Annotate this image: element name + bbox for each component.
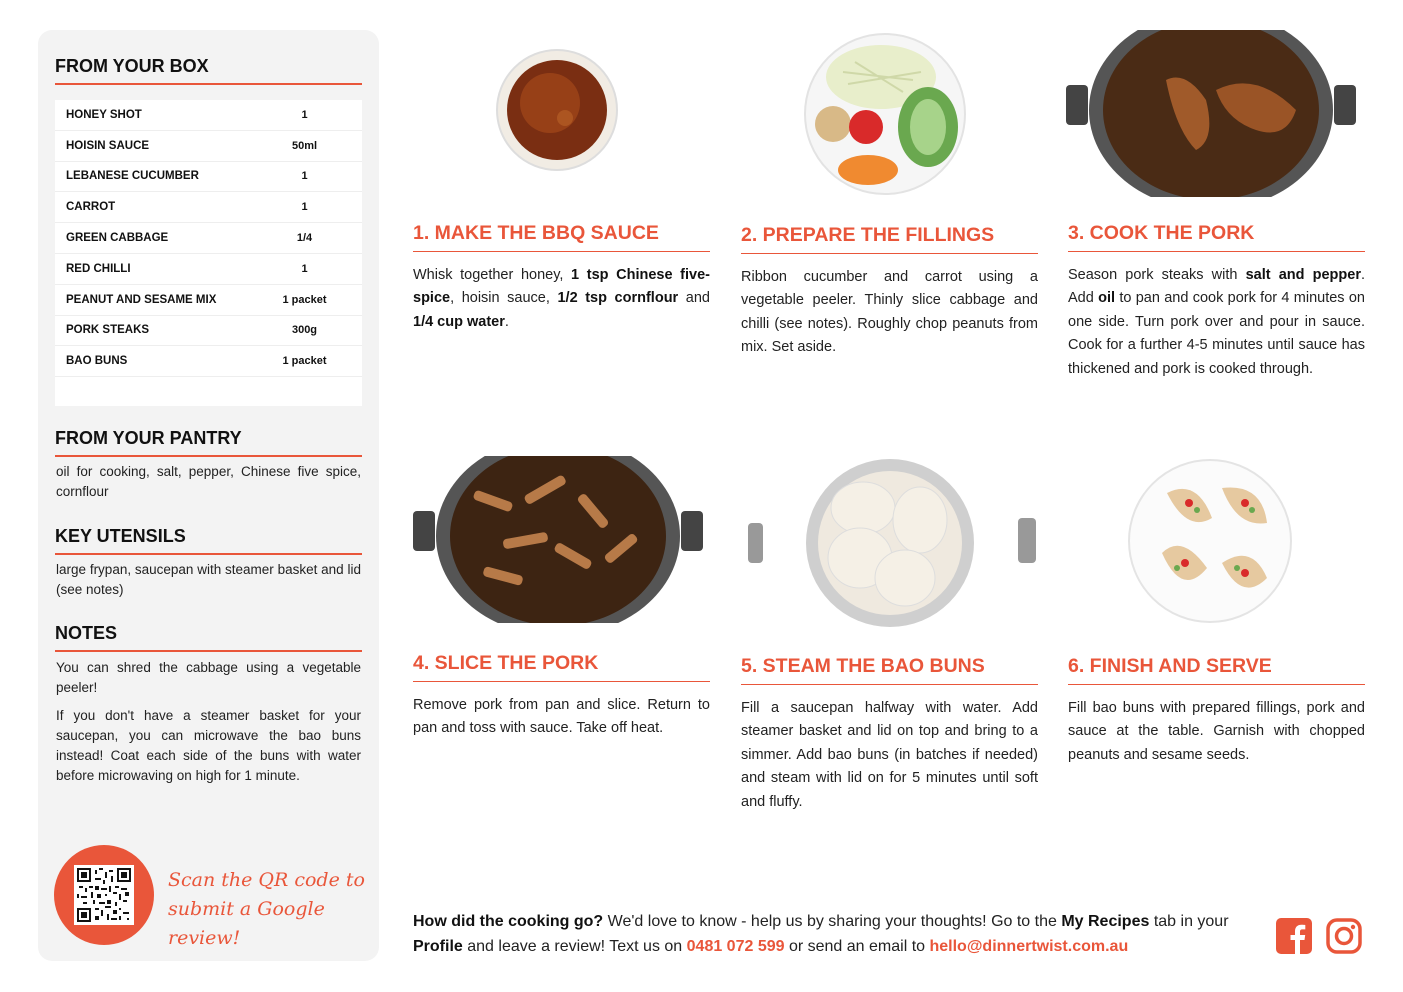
ingredient-name: HONEY SHOT xyxy=(66,108,142,121)
table-row xyxy=(55,316,362,347)
table-row xyxy=(55,162,362,193)
footer-question: How did the cooking go? xyxy=(413,913,604,930)
step-3-text xyxy=(1068,264,1365,381)
steamed-bao-image xyxy=(748,458,1038,628)
table-row xyxy=(55,346,362,377)
ingredient-qty: 1 packet xyxy=(282,293,327,306)
footer-text: tab in your xyxy=(1149,913,1229,930)
ingredient-name: PORK STEAKS xyxy=(66,324,150,337)
step-5-title: 5. STEAM THE BAO BUNS xyxy=(741,655,1038,685)
table-row xyxy=(55,285,362,316)
qr-caption-line-1: Scan the QR code to xyxy=(168,869,365,891)
qr-code-badge[interactable] xyxy=(54,845,154,945)
email-link[interactable]: hello@dinnertwist.com.au xyxy=(929,938,1129,955)
feedback-footer xyxy=(413,909,1263,959)
table-row xyxy=(55,254,362,285)
ingredient-name: RED CHILLI xyxy=(66,262,131,275)
pantry-heading: FROM YOUR PANTRY xyxy=(55,428,362,457)
step-1-text-part: and xyxy=(678,290,710,307)
ingredient-name: PEANUT AND SESAME MIX xyxy=(66,293,217,306)
step-1-bold: 1/2 tsp cornflour xyxy=(557,290,679,307)
utensils-heading: KEY UTENSILS xyxy=(55,526,362,555)
sliced-pork-pan-image xyxy=(413,456,703,623)
utensils-text: large frypan, saucepan with steamer basket and lid (see notes) xyxy=(56,562,361,597)
ingredient-qty: 300g xyxy=(291,324,318,337)
footer-text: or send an email to xyxy=(784,938,930,955)
ingredient-name: HOISIN SAUCE xyxy=(66,139,150,152)
bao-serving-plate-image xyxy=(1127,458,1293,624)
qr-caption-line-2: submit a Google review! xyxy=(168,898,325,949)
step-6-title: 6. FINISH AND SERVE xyxy=(1068,655,1365,685)
step-3-bold: oil xyxy=(1098,290,1116,307)
step-3-text-part: Season pork steaks with xyxy=(1068,267,1246,283)
footer-text: We'd love to know - help us by sharing your thoughts! Go to the xyxy=(603,913,1062,930)
sidebar xyxy=(38,30,379,961)
bbq-sauce-bowl-image xyxy=(495,48,620,173)
step-1-title: 1. MAKE THE BBQ SAUCE xyxy=(413,222,710,252)
step-1-bold: 1/4 cup water xyxy=(413,313,505,330)
notes-heading: NOTES xyxy=(55,623,362,652)
ingredient-qty: 1 xyxy=(301,262,308,275)
footer-text: and leave a review! Text us on xyxy=(462,938,687,955)
phone-link[interactable]: 0481 072 599 xyxy=(686,938,785,955)
step-1-text-part: , hoisin sauce, xyxy=(450,290,558,307)
pantry-text: oil for cooking, salt, pepper, Chinese five spice, cornflour xyxy=(56,464,361,499)
step-2-title: 2. PREPARE THE FILLINGS xyxy=(741,224,1038,254)
box-ingredients-table xyxy=(55,100,362,406)
table-row xyxy=(55,223,362,254)
ingredient-qty: 1 xyxy=(301,170,308,183)
notes-text-2: If you don't have a steamer basket for your saucepan, you can microwave the bao buns instead! Coat each side of the buns with water before microwaving on high for 1 minute. xyxy=(56,708,361,783)
step-4-title: 4. SLICE THE PORK xyxy=(413,652,710,682)
step-1-text-part: . xyxy=(504,313,509,330)
step-3-text-part: to pan and cook pork for 4 minutes on one side. Turn pork over and pour in sauce. Cook for a further 4-5 minutes until sauce has thickened and pork is cooked through. xyxy=(1068,290,1365,377)
ingredient-qty: 1 xyxy=(301,201,308,214)
notes-text-1: You can shred the cabbage using a vegetable peeler! xyxy=(56,660,361,695)
ingredient-name: LEBANESE CUCUMBER xyxy=(66,170,199,183)
table-row xyxy=(55,192,362,223)
profile-link[interactable]: Profile xyxy=(413,938,463,955)
ingredient-name: CARROT xyxy=(66,201,116,214)
cooking-pork-pan-image xyxy=(1066,30,1356,197)
ingredient-qty: 1 packet xyxy=(282,355,327,368)
fillings-plate-image xyxy=(803,32,968,197)
table-row xyxy=(55,131,362,162)
instagram-icon[interactable] xyxy=(1326,918,1362,954)
step-3-bold: salt and pepper xyxy=(1245,267,1361,283)
step-1-text-part: Whisk together honey, xyxy=(413,267,572,283)
my-recipes-link[interactable]: My Recipes xyxy=(1061,913,1150,930)
step-3-text-part: . Add xyxy=(1068,267,1365,307)
qr-caption xyxy=(168,866,368,953)
ingredient-qty: 1/4 xyxy=(296,232,313,245)
table-row xyxy=(55,100,362,131)
step-5-text: Fill a saucepan halfway with water. Add steamer basket and lid on top and bring to a simmer. Add bao buns (in batches if needed) and steam with lid on for 5 minutes until soft and fluffy. xyxy=(741,700,1038,810)
ingredient-qty: 1 xyxy=(301,108,308,121)
step-2-text: Ribbon cucumber and carrot using a vegetable peeler. Thinly slice cabbage and chilli (see notes). Roughly chop peanuts from mix. Set aside. xyxy=(741,269,1038,356)
step-6-text: Fill bao buns with prepared fillings, pork and sauce at the table. Garnish with chopped peanuts and sesame seeds. xyxy=(1068,700,1365,763)
ingredient-name: BAO BUNS xyxy=(66,355,128,368)
facebook-icon[interactable] xyxy=(1276,918,1312,954)
step-4-text: Remove pork from pan and slice. Return to pan and toss with sauce. Take off heat. xyxy=(413,697,710,737)
ingredient-name: GREEN CABBAGE xyxy=(66,232,169,245)
qr-code-icon xyxy=(74,865,134,925)
step-1-bold: 1 tsp Chinese five-spice xyxy=(413,267,710,307)
step-1-text xyxy=(413,264,710,334)
ingredient-qty: 50ml xyxy=(291,139,318,152)
box-heading: FROM YOUR BOX xyxy=(55,56,362,85)
step-3-title: 3. COOK THE PORK xyxy=(1068,222,1365,252)
